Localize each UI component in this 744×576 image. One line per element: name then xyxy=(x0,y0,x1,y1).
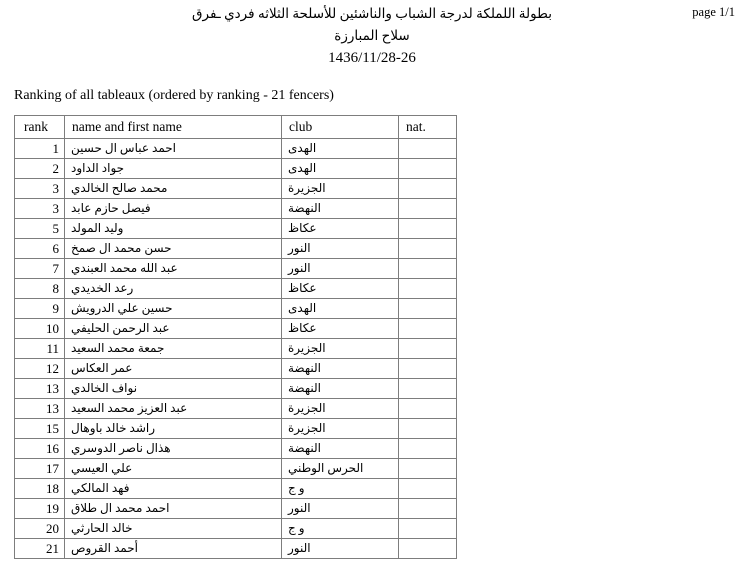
table-row xyxy=(15,379,457,399)
table-row xyxy=(15,359,457,379)
nat-cell xyxy=(399,339,457,359)
name-cell: عبد الرحمن الحليفي xyxy=(65,319,282,339)
table-row xyxy=(15,259,457,279)
club-cell: النهضة xyxy=(282,359,399,379)
column-header-rank: rank xyxy=(15,116,65,139)
nat-cell xyxy=(399,299,457,319)
ranking-table xyxy=(14,115,457,559)
table-row xyxy=(15,399,457,419)
nat-cell xyxy=(399,239,457,259)
column-header-nat: nat. xyxy=(399,116,457,139)
club-cell: النهضة xyxy=(282,379,399,399)
club-cell: و ج xyxy=(282,519,399,539)
table-row xyxy=(15,499,457,519)
rank-cell: 3 xyxy=(15,199,65,219)
club-cell: الحرس الوطني xyxy=(282,459,399,479)
club-cell: الجزيرة xyxy=(282,179,399,199)
rank-cell: 2 xyxy=(15,159,65,179)
ranking-section-heading: Ranking of all tableaux (ordered by ranking - 21 fencers) xyxy=(14,88,334,103)
nat-cell xyxy=(399,439,457,459)
nat-cell xyxy=(399,359,457,379)
club-cell: النهضة xyxy=(282,199,399,219)
club-cell: عكاظ xyxy=(282,279,399,299)
nat-cell xyxy=(399,459,457,479)
name-cell: راشد خالد باوهال xyxy=(65,419,282,439)
name-cell: علي العيسي xyxy=(65,459,282,479)
club-cell: الجزيرة xyxy=(282,339,399,359)
table-row xyxy=(15,299,457,319)
table-row xyxy=(15,239,457,259)
nat-cell xyxy=(399,479,457,499)
rank-cell: 20 xyxy=(15,519,65,539)
rank-cell: 12 xyxy=(15,359,65,379)
rank-cell: 16 xyxy=(15,439,65,459)
nat-cell xyxy=(399,179,457,199)
name-cell: احمد عباس ال حسين xyxy=(65,139,282,159)
rank-cell: 21 xyxy=(15,539,65,559)
club-cell: الجزيرة xyxy=(282,399,399,419)
rank-cell: 11 xyxy=(15,339,65,359)
club-cell: الهدى xyxy=(282,139,399,159)
rank-cell: 6 xyxy=(15,239,65,259)
rank-cell: 1 xyxy=(15,139,65,159)
name-cell: وليد المولد xyxy=(65,219,282,239)
column-header-name: name and first name xyxy=(65,116,282,139)
nat-cell xyxy=(399,139,457,159)
club-cell: الهدى xyxy=(282,299,399,319)
rank-cell: 8 xyxy=(15,279,65,299)
table-row xyxy=(15,459,457,479)
nat-cell xyxy=(399,379,457,399)
table-row xyxy=(15,339,457,359)
nat-cell xyxy=(399,279,457,299)
table-row xyxy=(15,439,457,459)
document-title-block xyxy=(0,3,744,69)
name-cell: فيصل حازم عابد xyxy=(65,199,282,219)
club-cell: النور xyxy=(282,539,399,559)
table-row xyxy=(15,519,457,539)
ranking-table-body xyxy=(15,139,457,559)
name-cell: حسن محمد ال صمخ xyxy=(65,239,282,259)
nat-cell xyxy=(399,539,457,559)
rank-cell: 5 xyxy=(15,219,65,239)
nat-cell xyxy=(399,159,457,179)
club-cell: النور xyxy=(282,499,399,519)
table-header-row xyxy=(15,116,457,139)
table-row xyxy=(15,159,457,179)
nat-cell xyxy=(399,259,457,279)
table-row xyxy=(15,219,457,239)
club-cell: الجزيرة xyxy=(282,419,399,439)
table-row xyxy=(15,419,457,439)
nat-cell xyxy=(399,399,457,419)
rank-cell: 15 xyxy=(15,419,65,439)
table-row xyxy=(15,179,457,199)
table-row xyxy=(15,539,457,559)
name-cell: عبد العزيز محمد السعيد xyxy=(65,399,282,419)
rank-cell: 9 xyxy=(15,299,65,319)
name-cell: نواف الخالدي xyxy=(65,379,282,399)
name-cell: احمد محمد ال طلاق xyxy=(65,499,282,519)
nat-cell xyxy=(399,219,457,239)
name-cell: محمد صالح الخالدي xyxy=(65,179,282,199)
rank-cell: 7 xyxy=(15,259,65,279)
title-line-2: سلاح المبارزة xyxy=(334,28,410,43)
title-line-1: بطولة اللملكة لدرجة الشباب والناشئين للأسلحة الثلاثه فردي ـفرق xyxy=(192,6,552,21)
name-cell: عبد الله محمد العبندي xyxy=(65,259,282,279)
club-cell: و ج xyxy=(282,479,399,499)
table-row xyxy=(15,279,457,299)
name-cell: رعد الخديدي xyxy=(65,279,282,299)
rank-cell: 3 xyxy=(15,179,65,199)
nat-cell xyxy=(399,319,457,339)
club-cell: النور xyxy=(282,239,399,259)
name-cell: حسين علي الدرويش xyxy=(65,299,282,319)
nat-cell xyxy=(399,519,457,539)
name-cell: جواد الداود xyxy=(65,159,282,179)
rank-cell: 10 xyxy=(15,319,65,339)
table-row xyxy=(15,199,457,219)
name-cell: أحمد القروص xyxy=(65,539,282,559)
table-row xyxy=(15,139,457,159)
nat-cell xyxy=(399,199,457,219)
nat-cell xyxy=(399,499,457,519)
name-cell: هذال ناصر الدوسري xyxy=(65,439,282,459)
rank-cell: 17 xyxy=(15,459,65,479)
name-cell: خالد الحارثي xyxy=(65,519,282,539)
club-cell: عكاظ xyxy=(282,319,399,339)
club-cell: عكاظ xyxy=(282,219,399,239)
rank-cell: 19 xyxy=(15,499,65,519)
club-cell: الهدى xyxy=(282,159,399,179)
nat-cell xyxy=(399,419,457,439)
table-row xyxy=(15,319,457,339)
name-cell: عمر العكاس xyxy=(65,359,282,379)
page-number-label: page 1/1 xyxy=(692,5,735,19)
rank-cell: 13 xyxy=(15,399,65,419)
title-date: 1436/11/28-26 xyxy=(328,50,416,66)
rank-cell: 18 xyxy=(15,479,65,499)
table-row xyxy=(15,479,457,499)
club-cell: النهضة xyxy=(282,439,399,459)
rank-cell: 13 xyxy=(15,379,65,399)
name-cell: جمعة محمد السعيد xyxy=(65,339,282,359)
column-header-club: club xyxy=(282,116,399,139)
club-cell: النور xyxy=(282,259,399,279)
name-cell: فهد المالكي xyxy=(65,479,282,499)
